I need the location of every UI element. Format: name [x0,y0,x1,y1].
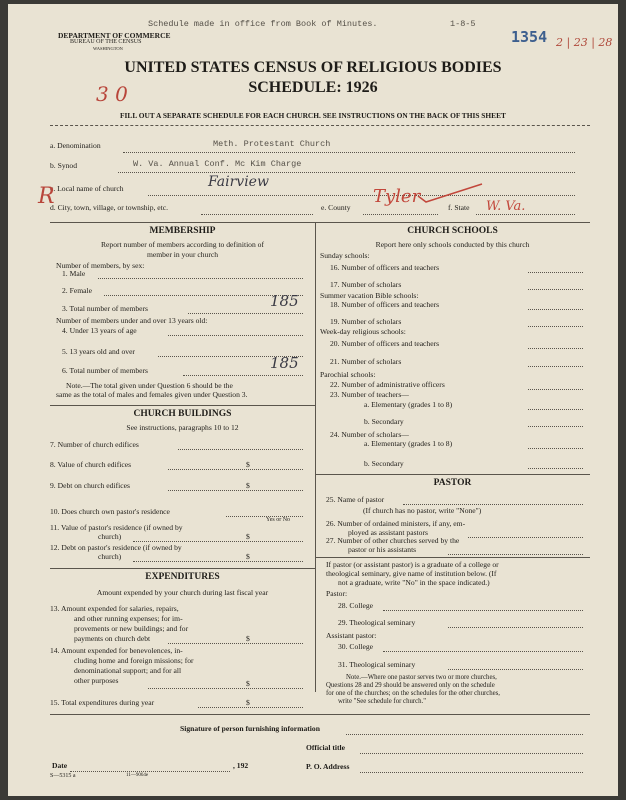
q6-line [183,375,303,376]
handwritten-date: 2 | 23 | 28 [556,36,613,49]
q26-label-2: ployed as assistant pastors [348,528,428,537]
q30-line [383,651,583,652]
grid-line-pastor [315,474,590,475]
q22-line [528,389,583,390]
membership-intro-1: Report number of members according to definition of [100,240,264,249]
local-name-value: Fairview [208,174,269,190]
local-name-line [148,195,575,196]
print-code: 11—9064e [126,773,149,778]
q19-line [528,326,583,327]
q4-label: 4. Under 13 years of age [62,326,137,335]
grid-line-graduate [315,557,590,558]
q25-hint: (If church has no pastor, write "None") [363,506,482,515]
pastor-subheading: Pastor: [326,589,348,598]
q3-line [188,313,303,314]
form-subtitle: SCHEDULE: 1926 [248,79,378,96]
q2-label: 2. Female [62,286,92,295]
q25-label: 25. Name of pastor [326,495,385,504]
summer-schools-label: Summer vacation Bible schools: [320,291,419,300]
q14-dollar: $ [246,679,250,688]
q12-label-2: church) [98,552,122,561]
q12-dollar: $ [246,552,250,561]
q24-label: 24. Number of scholars— [330,430,409,439]
q14-line-1: 14. Amount expended for benevolences, in- [50,646,183,655]
schools-sub: Report here only schools conducted by this church [375,240,530,249]
signature-line [346,734,583,735]
q23-label: 23. Number of teachers— [330,390,409,399]
q13-line [168,643,303,644]
local-name-label: c. Local name of church [50,184,124,193]
graduate-note-3: not a graduate, write "No" in the space indicated.) [338,578,490,587]
denomination-label: a. Denomination [50,141,101,150]
q11-label-1: 11. Value of pastor's residence (if owned by [50,523,183,532]
form-title: UNITED STATES CENSUS OF RELIGIOUS BODIES [124,59,502,76]
divider-top [50,125,590,126]
q13-line-4: payments on church debt [74,634,151,643]
q17-label: 17. Number of scholars [330,280,402,289]
parochial-schools-label: Parochial schools: [320,370,376,379]
stamped-number: 1354 [511,28,548,46]
q12-line [133,561,303,562]
q18-label: 18. Number of officers and teachers [330,300,440,309]
membership-note-2: same as the total of males and females given under Question 3. [56,390,248,399]
q23b-label: b. Secondary [364,417,404,426]
q29-label: 29. Theological seminary [338,618,416,627]
county-line [363,214,438,215]
q13-line-3: provements or new buildings; and for [74,624,189,633]
age-heading: Number of members under and over 13 years old: [56,316,208,325]
membership-intro-2: member in your church [146,250,219,259]
official-title-label: Official title [306,743,346,752]
q26-label-1: 26. Number of ordained ministers, if any, em- [326,519,466,528]
q13-dollar: $ [246,634,250,643]
red-letter-mark: R [38,184,55,209]
pastor-heading: PASTOR [433,478,472,488]
pastor-note-2: Questions 28 and 29 should be answered only on the schedule [326,682,495,689]
assistant-subheading: Assistant pastor: [326,631,377,640]
q7-line [178,449,303,450]
q24b-line [528,468,583,469]
po-address-line [360,772,583,773]
q24a-label: a. Elementary (grades 1 to 8) [364,439,453,448]
expenditures-sub: Amount expended by your church during last fiscal year [96,588,269,597]
q14-line-4: other purposes [74,676,119,685]
q8-dollar: $ [246,460,250,469]
membership-note-1: Note.—The total given under Question 6 should be the [66,381,233,390]
department-name: DEPARTMENT OF COMMERCE [58,31,171,40]
q21-line [528,366,583,367]
buildings-heading: CHURCH BUILDINGS [133,409,232,419]
city-name: WASHINGTON [93,46,123,51]
q6-value: 185 [270,354,299,372]
q14-line-2: cluding home and foreign missions; for [74,656,194,665]
county-label: e. County [321,203,351,212]
red-number: 3 0 [96,82,128,106]
q14-line-3: denominational support; and for all [74,666,182,675]
date-label: Date [52,761,68,770]
typed-date: 1-8-5 [450,19,476,29]
grid-line-bottom [50,714,590,715]
q17-line [528,289,583,290]
q11-line [133,541,303,542]
synod-line [118,172,575,173]
q15-line [198,707,303,708]
q10-line [226,516,303,517]
grid-line-expenditures [50,568,315,569]
q1-label: 1. Male [62,269,86,278]
q12-label-1: 12. Debt on pastor's residence (if owned by [50,543,182,552]
q20-label: 20. Number of officers and teachers [330,339,440,348]
form-number: S—5315 a [50,773,76,779]
bureau-name: BUREAU OF THE CENSUS [70,39,142,45]
city-line [201,214,313,215]
census-schedule-sheet [8,4,618,796]
q31-line [448,669,583,670]
state-line [476,214,575,215]
official-title-line [360,753,583,754]
q28-label: 28. College [338,601,374,610]
pastor-note-4: write "See schedule for church." [338,698,427,705]
signature-label: Signature of person furnishing information [180,724,320,733]
q24a-line [528,448,583,449]
q11-label-2: church) [98,532,122,541]
city-label: d. City, town, village, or township, etc. [50,203,169,212]
q24b-label: b. Secondary [364,459,404,468]
q27-label-2: pastor or his assistants [348,545,417,554]
q8-line [168,469,303,470]
q3-value: 185 [270,292,299,310]
date-year: , 192 [233,761,249,770]
q27-line [448,554,583,555]
q16-label: 16. Number of officers and teachers [330,263,440,272]
q9-dollar: $ [246,481,250,490]
q22-label: 22. Number of administrative officers [330,380,445,389]
grid-line-buildings [50,405,315,406]
yes-no-hint: Yes or No [266,517,291,523]
synod-label: b. Synod [50,161,78,170]
q29-line [448,627,583,628]
q8-label: 8. Value of church edifices [50,460,132,469]
q19-label: 19. Number of scholars [330,317,402,326]
q30-label: 30. College [338,642,374,651]
weekday-schools-label: Week-day religious schools: [320,327,406,336]
q1-line [98,278,303,279]
q31-label: 31. Theological seminary [338,660,416,669]
q23a-label: a. Elementary (grades 1 to 8) [364,400,453,409]
q11-dollar: $ [246,532,250,541]
q18-line [528,309,583,310]
q10-label: 10. Does church own pastor's residence [50,507,170,516]
q20-line [528,348,583,349]
q23a-line [528,409,583,410]
denomination-line [123,152,575,153]
expenditures-heading: EXPENDITURES [145,572,220,582]
members-by-sex-label: Number of members, by sex: [56,261,145,270]
graduate-note-2: theological seminary, give name of institution below. (If [326,569,497,578]
q21-label: 21. Number of scholars [330,357,402,366]
typed-office-note: Schedule made in office from Book of Minutes. [148,19,378,29]
q15-dollar: $ [246,698,250,707]
membership-heading: MEMBERSHIP [149,226,216,236]
q3-label: 3. Total number of members [62,304,149,313]
denomination-value: Meth. Protestant Church [213,139,331,149]
pastor-note-3: for one of the churches; on the schedules for the other churches, [326,690,501,697]
q28-line [383,610,583,611]
q4-line [168,335,303,336]
q9-line [168,490,303,491]
q7-label: 7. Number of church edifices [50,440,139,449]
q13-line-2: and other running expenses; for im- [74,614,183,623]
grid-line-top [50,222,590,223]
graduate-note-1: If pastor (or assistant pastor) is a graduate of a college or [326,560,499,569]
red-check-mark [416,182,486,204]
schools-heading: CHURCH SCHOOLS [407,226,498,236]
q9-label: 9. Debt on church edifices [50,481,130,490]
state-label: f. State [448,203,470,212]
grid-center-line [315,222,316,692]
county-value: Tyler [373,186,421,207]
sunday-schools-label: Sunday schools: [320,251,370,260]
q26-line [468,537,583,538]
q14-line [148,688,303,689]
instruction-line: FILL OUT A SEPARATE SCHEDULE FOR EACH CHURCH. SEE INSTRUCTIONS ON THE BACK OF THIS SHEET [120,111,506,120]
q25-line [403,504,583,505]
date-line [70,771,230,772]
pastor-note-1: Note.—Where one pastor serves two or more churches, [346,674,497,681]
state-value: W. Va. [486,199,526,214]
q13-line-1: 13. Amount expended for salaries, repairs, [50,604,179,613]
q15-label: 15. Total expenditures during year [50,698,155,707]
buildings-sub: See instructions, paragraphs 10 to 12 [126,423,239,432]
q16-line [528,272,583,273]
q27-label-1: 27. Number of other churches served by the [326,536,460,545]
q6-label: 6. Total number of members [62,366,149,375]
q23b-line [528,426,583,427]
synod-value: W. Va. Annual Conf. Mc Kim Charge [133,159,302,169]
q5-label: 5. 13 years old and over [62,347,135,356]
po-address-label: P. O. Address [306,762,350,771]
